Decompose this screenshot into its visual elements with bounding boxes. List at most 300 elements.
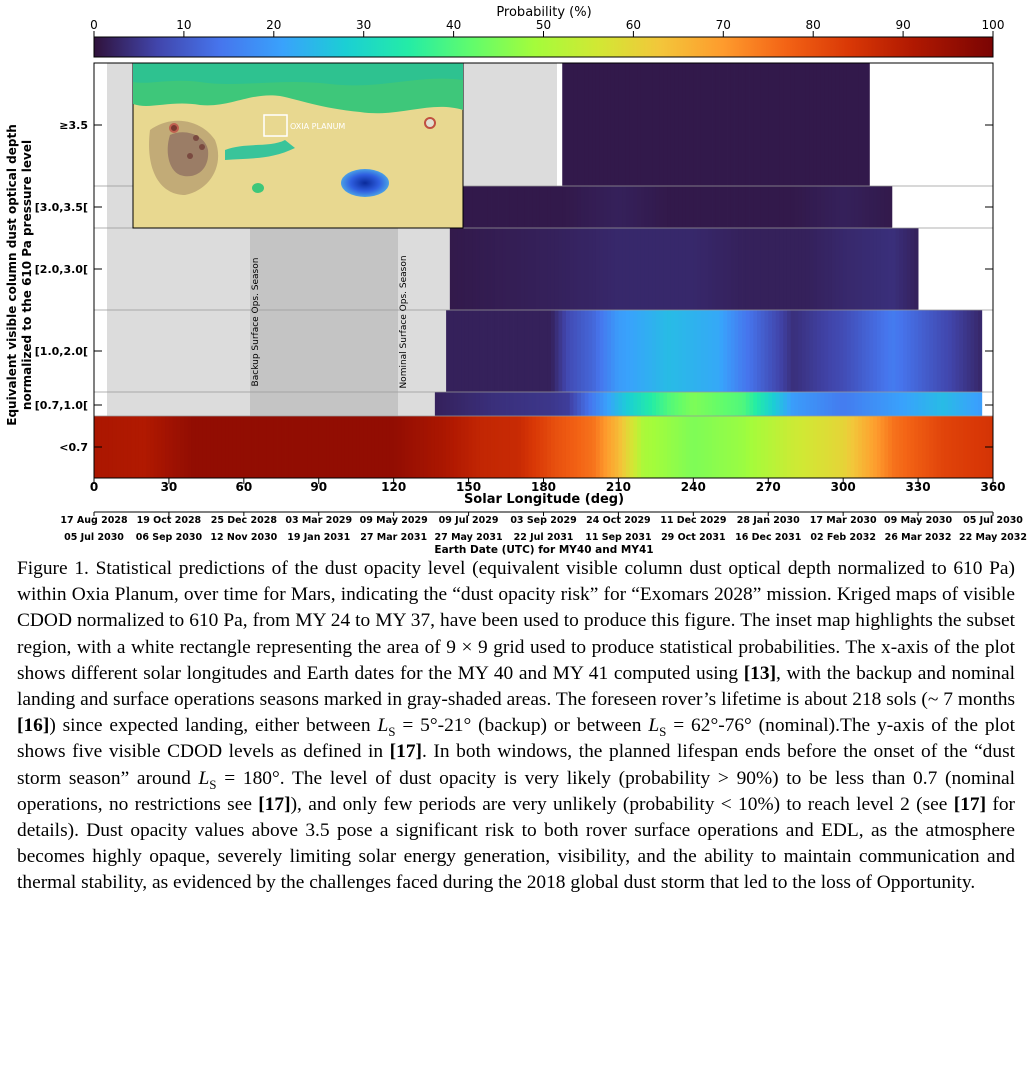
date-label-my40: 09 Jul 2029 [438,515,499,526]
date-label-my40: 24 Oct 2029 [586,515,651,526]
heat-cell [851,63,855,186]
heat-cell [648,228,652,310]
heat-cell [667,228,671,310]
heat-cell [645,63,649,186]
heat-cell [540,186,544,228]
heat-cell [588,392,592,416]
heat-cell [529,310,533,392]
heat-cell [611,63,615,186]
date-label-my41: 11 Sep 2031 [585,532,652,543]
heat-cell [881,186,885,228]
heat-cell [566,228,570,310]
heat-cell [858,63,862,186]
heat-cell [603,228,607,310]
heat-cell [641,310,645,392]
heat-cell [581,392,585,416]
heat-cell [630,392,634,416]
heat-cell [971,310,975,392]
heat-cell [941,416,945,478]
heat-cell [626,416,630,478]
heat-cell [603,416,607,478]
heat-cell [854,186,858,228]
heat-cell [817,416,821,478]
heat-cell [884,228,888,310]
heat-cell [963,392,967,416]
colorbar-tick-label: 100 [981,18,1005,32]
heat-cell [727,392,731,416]
heat-cell [735,63,739,186]
heat-cell [510,416,514,478]
heat-cell [143,416,147,478]
heat-cell [907,392,911,416]
heat-cell [667,392,671,416]
heat-cell [926,392,930,416]
heat-cell [682,63,686,186]
heat-cell [750,186,754,228]
heat-cell [742,310,746,392]
heat-cell [884,416,888,478]
heat-cell [547,416,551,478]
heat-cell [588,228,592,310]
heat-cell [454,416,458,478]
heat-cell [150,416,154,478]
heat-cell [746,310,750,392]
heat-cell [502,186,506,228]
heat-cell [772,186,776,228]
date-label-my41: 22 May 2032 [958,532,1028,543]
heat-cell [484,228,488,310]
heat-cell [956,392,960,416]
heat-cell [529,228,533,310]
heat-cell [817,392,821,416]
y-axis-label-line2: normalized to the 610 Pa pressure level [20,139,34,411]
heat-cell [682,392,686,416]
heat-cell [690,392,694,416]
heat-cell [720,186,724,228]
heat-cell [585,310,589,392]
heat-cell [821,416,825,478]
heat-cell [633,228,637,310]
heat-cell [266,416,270,478]
heat-cell [858,416,862,478]
heat-cell [465,392,469,416]
heat-cell [476,392,480,416]
heat-cell [768,63,772,186]
heat-cell [862,416,866,478]
y-tick-label: [2.0,3.0[ [34,263,88,276]
heat-cell [922,392,926,416]
heat-cell [881,228,885,310]
heat-cell [596,392,600,416]
heat-cell [484,310,488,392]
heat-cell [776,63,780,186]
level-row [446,310,982,392]
heat-cell [682,416,686,478]
heat-cell [337,416,341,478]
heat-cell [352,416,356,478]
heat-cell [656,392,660,416]
heat-cell [779,186,783,228]
heat-cell [922,416,926,478]
heat-cell [802,392,806,416]
heat-cell [577,416,581,478]
heat-cell [618,392,622,416]
heat-cell [480,392,484,416]
heat-cell [581,228,585,310]
heat-cell [839,310,843,392]
heat-cell [716,392,720,416]
heat-cell [573,392,577,416]
heat-cell [469,186,473,228]
heat-cell [791,392,795,416]
heat-cell [600,186,604,228]
heat-cell [626,186,630,228]
heat-cell [592,310,596,392]
heat-cell [809,416,813,478]
heat-cell [750,63,754,186]
heat-cell [641,63,645,186]
heat-cell [851,310,855,392]
heat-cell [457,416,461,478]
heat-cell [697,186,701,228]
heat-cell [738,228,742,310]
heat-cell [491,416,495,478]
heat-cell [877,228,881,310]
heat-cell [779,310,783,392]
heat-cell [637,392,641,416]
heat-cell [753,310,757,392]
heat-cell [761,186,765,228]
heat-cell [798,186,802,228]
heat-cell [615,392,619,416]
heat-cell [911,228,915,310]
heat-cell [772,392,776,416]
heat-cell [214,416,218,478]
heat-cell [663,63,667,186]
heat-cell [731,416,735,478]
heat-cell [716,310,720,392]
heat-cell [738,416,742,478]
heat-cell [585,416,589,478]
heat-cell [686,63,690,186]
level-row [450,228,919,310]
heat-cell [394,416,398,478]
heat-cell [824,63,828,186]
heat-cell [401,416,405,478]
heat-cell [768,392,772,416]
heat-cell [671,186,675,228]
heat-cell [877,310,881,392]
heat-cell [896,310,900,392]
heat-cell [929,392,933,416]
heat-cell [686,416,690,478]
level-row [454,186,893,228]
heat-cell [570,416,574,478]
heat-cell [607,228,611,310]
heat-cell [416,416,420,478]
heat-cell [349,416,353,478]
heat-cell [536,416,540,478]
date-label-my41: 26 Mar 2032 [884,532,952,543]
heat-cell [686,186,690,228]
heat-cell [113,416,117,478]
heat-cell [592,63,596,186]
heat-cell [671,416,675,478]
heat-cell [787,392,791,416]
y-tick-label: [0.7,1.0[ [34,399,88,412]
heat-cell [941,392,945,416]
heat-cell [360,416,364,478]
heat-cell [787,416,791,478]
heat-cell [802,228,806,310]
heat-cell [641,416,645,478]
heat-cell [720,392,724,416]
heat-cell [311,416,315,478]
heat-cell [851,392,855,416]
colorbar-tick-label: 50 [535,18,552,32]
colorbar-tick-label: 30 [356,18,372,32]
heat-cell [499,228,503,310]
heat-cell [555,310,559,392]
heat-cell [933,310,937,392]
heat-cell [956,310,960,392]
heat-cell [495,186,499,228]
heat-cell [731,392,735,416]
heat-cell [558,228,562,310]
heat-cell [259,416,263,478]
colorbar [94,37,993,57]
heat-cell [450,416,454,478]
heat-cell [836,310,840,392]
heat-cell [873,228,877,310]
heat-cell [941,310,945,392]
heat-cell [873,186,877,228]
y-axis-label-line1: Equivalent visible column dust optical depth [5,124,19,426]
heat-cell [686,392,690,416]
heat-cell [828,186,832,228]
heat-cell [300,416,304,478]
heat-cell [720,63,724,186]
heat-cell [682,228,686,310]
heat-cell [517,186,521,228]
heat-cell [521,186,525,228]
heat-cell [948,392,952,416]
heat-cell [656,63,660,186]
heat-cell [274,416,278,478]
heat-cell [862,392,866,416]
heat-cell [457,228,461,310]
date-label-my41: 05 Jul 2030 [64,532,124,543]
date-label-my41: 27 Mar 2031 [360,532,428,543]
heat-cell [824,228,828,310]
heat-cell [364,416,368,478]
heat-cell [588,416,592,478]
heat-cell [738,63,742,186]
heat-cell [667,63,671,186]
heat-cell [791,416,795,478]
heat-cell [933,416,937,478]
heat-cell [944,310,948,392]
date-label-my41: 12 Nov 2030 [210,532,278,543]
heat-cell [525,416,529,478]
heat-cell [948,310,952,392]
heat-cell [723,416,727,478]
heat-cell [626,228,630,310]
heat-cell [596,310,600,392]
heat-cell [588,63,592,186]
heat-cell [263,416,267,478]
heat-cell [319,416,323,478]
reference-17: [17] [953,793,987,815]
heat-cell [566,63,570,186]
heat-cell [596,63,600,186]
heat-cell [697,310,701,392]
date-label-my41: 06 Sep 2030 [135,532,203,543]
heat-cell [637,416,641,478]
heat-cell [480,186,484,228]
heat-cell [693,186,697,228]
heat-cell [712,392,716,416]
heat-cell [862,63,866,186]
heat-cell [607,416,611,478]
heat-cell [903,228,907,310]
heat-cell [637,186,641,228]
heat-cell [922,310,926,392]
heat-cell [802,310,806,392]
heat-cell [517,392,521,416]
heat-cell [472,416,476,478]
heat-cell [705,310,709,392]
heat-cell [135,416,139,478]
heat-cell [622,416,626,478]
heat-cell [746,186,750,228]
heat-cell [839,392,843,416]
heat-cell [469,392,473,416]
heat-cell [472,228,476,310]
heat-cell [746,392,750,416]
heat-cell [839,186,843,228]
caption-text: = 5°-21° (backup) or between [395,715,649,737]
heat-cell [641,392,645,416]
heat-cell [532,416,536,478]
heat-cell [753,186,757,228]
heat-cell [738,392,742,416]
heat-cell [469,228,473,310]
heat-cell [866,392,870,416]
heat-cell [330,416,334,478]
heat-cell [562,310,566,392]
heat-cell [866,310,870,392]
heat-cell [660,310,664,392]
heat-cell [506,416,510,478]
date-label-my41: 29 Oct 2031 [661,532,726,543]
x-axis-label: Solar Longitude (deg) [463,492,625,507]
heat-cell [581,310,585,392]
heat-cell [645,416,649,478]
heat-cell [577,392,581,416]
heat-cell [607,392,611,416]
heat-cell [652,392,656,416]
heat-cell [971,392,975,416]
heat-cell [952,392,956,416]
heat-cell [847,63,851,186]
heat-cell [461,228,465,310]
heat-cell [708,63,712,186]
heat-cell [690,228,694,310]
heat-cell [776,186,780,228]
heat-cell [847,392,851,416]
heat-cell [926,416,930,478]
heat-cell [952,416,956,478]
heat-cell [933,392,937,416]
heat-cell [334,416,338,478]
heat-cell [971,416,975,478]
ls-subscript: S [209,776,217,792]
heat-cell [757,310,761,392]
heat-cell [798,310,802,392]
heat-cell [832,228,836,310]
heat-cell [787,63,791,186]
heat-cell [731,63,735,186]
heat-cell [686,310,690,392]
colorbar-tick-label: 0 [90,18,98,32]
heat-cell [671,228,675,310]
heat-cell [630,416,634,478]
date-label-my40: 28 Jan 2030 [736,515,800,526]
heat-cell [529,392,533,416]
heat-cell [708,228,712,310]
heat-cell [720,228,724,310]
heat-cell [772,416,776,478]
heat-cell [836,416,840,478]
heat-cell [866,228,870,310]
heat-cell [794,392,798,416]
heat-cell [899,392,903,416]
heat-cell [765,392,769,416]
x-tick-label: 270 [755,480,781,494]
heat-cell [720,310,724,392]
heat-cell [869,416,873,478]
heat-cell [757,392,761,416]
heat-cell [120,416,124,478]
heat-cell [652,310,656,392]
heat-cell [678,392,682,416]
heat-cell [701,63,705,186]
heat-cell [248,416,252,478]
heat-cell [480,228,484,310]
heat-cell [843,416,847,478]
heat-cell [772,310,776,392]
heat-cell [712,63,716,186]
heat-cell [858,310,862,392]
heat-cell [869,228,873,310]
heat-cell [158,416,162,478]
heat-cell [521,392,525,416]
level-row [562,63,870,186]
heat-cell [798,392,802,416]
heat-cell [570,186,574,228]
heat-cell [656,310,660,392]
heat-cell [667,186,671,228]
heat-cell [630,63,634,186]
x-tick-label: 360 [980,480,1006,494]
date-label-my41: 19 Jan 2031 [287,532,351,543]
heat-cell [735,392,739,416]
heat-cell [779,63,783,186]
heat-cell [618,416,622,478]
heat-cell [963,416,967,478]
heat-cell [517,310,521,392]
